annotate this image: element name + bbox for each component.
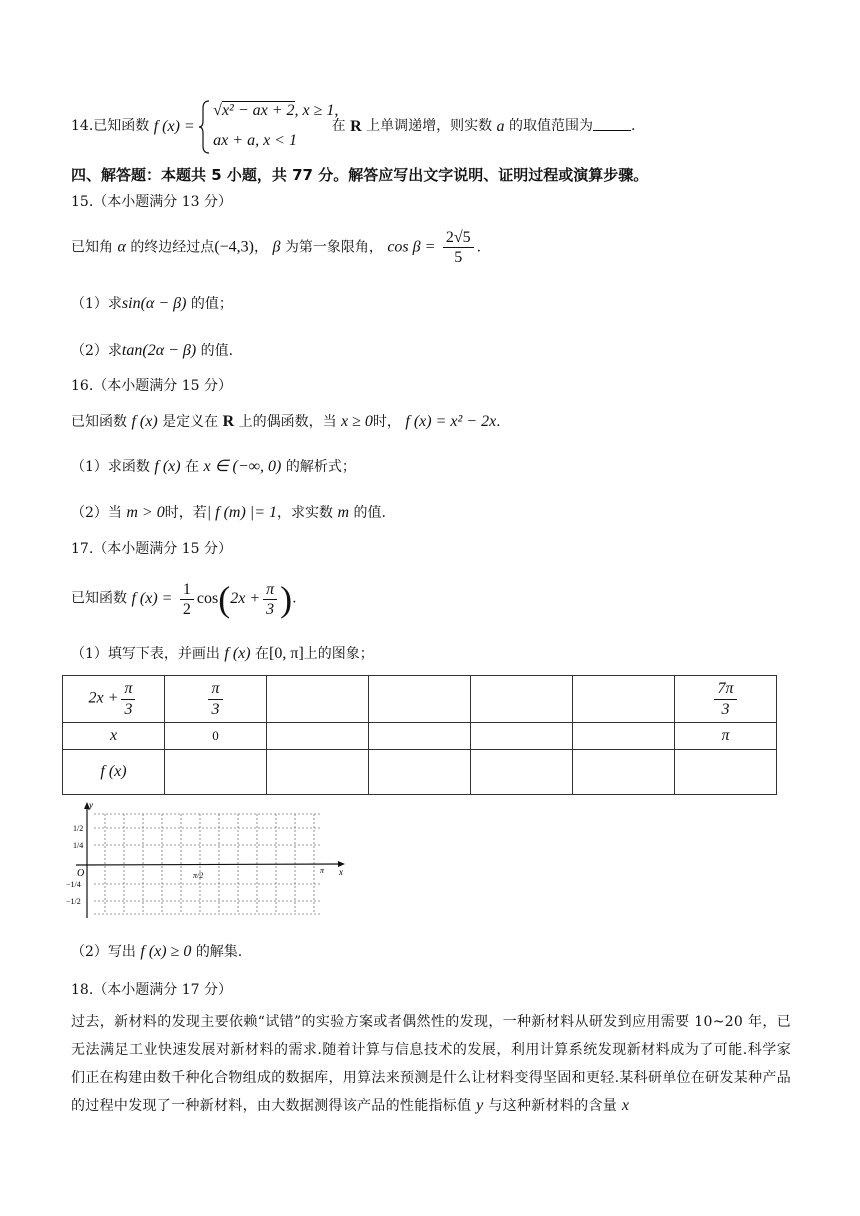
- y-tick-half: 1/2: [73, 824, 84, 833]
- q14-stem: 14.已知函数 f (x) = √x² − ax + 2, x ≥ 1, ax + a, x < 1 在 R 上单调递增，则实数 a 的取值范围为 .: [71, 100, 635, 154]
- row1-first-den: 3: [211, 700, 220, 718]
- q16-R: R: [222, 413, 235, 430]
- q14-suffix: 的取值范围为: [509, 118, 593, 135]
- q14-fx: f (x) =: [153, 117, 195, 135]
- y-tick-neg-half: −1/2: [66, 897, 81, 906]
- table-cell-blank[interactable]: [471, 676, 573, 723]
- q16-part1-pre: （1）求函数: [71, 459, 150, 475]
- table-cell-blank[interactable]: [573, 750, 675, 795]
- q16-stem-text2: 是定义在: [162, 414, 219, 430]
- q14-R: R: [350, 117, 362, 135]
- q15-stem-text1: 已知角: [71, 239, 113, 256]
- q17-header: 17.（本小题满分 15 分）: [71, 541, 232, 557]
- q17-half: [180, 580, 194, 619]
- q16-part1-dom: x ∈ (−∞, 0): [203, 458, 282, 475]
- q14-case1-cond: , x ≥ 1,: [294, 102, 339, 119]
- table-row: [63, 723, 777, 750]
- q16-part2-post: 的值.: [353, 505, 386, 521]
- q14-a: a: [496, 117, 505, 135]
- q17-pi-third: [263, 580, 277, 619]
- q17-part2-pre: （2）写出: [71, 944, 136, 960]
- q14-mid1: 在: [331, 118, 346, 135]
- q15-stem: [71, 228, 481, 267]
- row1-label-num: π: [121, 679, 135, 699]
- q14-piecewise: [199, 100, 339, 154]
- q18-header: 18.（本小题满分 17 分）: [71, 982, 232, 998]
- q18-paragraph: [71, 1008, 791, 1120]
- q16-stem-text4: 时，: [372, 414, 401, 430]
- q16-part2-abs: | f (m) |= 1: [206, 504, 277, 521]
- row1-first-num: π: [208, 679, 222, 699]
- table-cell-blank[interactable]: [267, 723, 369, 750]
- table-cell-blank[interactable]: [267, 750, 369, 795]
- q14-case1: √x² − ax + 2, x ≥ 1,: [213, 102, 339, 119]
- table-row: [63, 750, 777, 795]
- q15-stem-text2: 的终边经过点: [130, 239, 215, 256]
- q17-part2: [71, 941, 242, 963]
- table-cell-blank[interactable]: [471, 750, 573, 795]
- row1-label-pre: 2x +: [88, 690, 119, 707]
- table-cell-blank[interactable]: [369, 750, 471, 795]
- row1-last-den: 3: [721, 700, 730, 718]
- q15-part1: [71, 293, 233, 315]
- y-tick-neg-quarter: −1/4: [66, 880, 81, 889]
- brace-icon: [199, 100, 211, 154]
- q16-part1-post: 的解析式；: [285, 459, 356, 475]
- q15-part2: [71, 340, 233, 362]
- table-cell-label-fx: f (x): [63, 750, 165, 795]
- q16-part1: [71, 456, 356, 478]
- q17-graph-grid[interactable]: [62, 800, 362, 925]
- q15-fraction: [443, 228, 474, 267]
- q16-part2-mid1: 时，若: [164, 505, 207, 521]
- q17-cos: cos: [196, 590, 219, 607]
- table-cell-blank[interactable]: [675, 750, 777, 795]
- q16-stem: [71, 411, 501, 433]
- q15-part1-pre: （1）求: [71, 296, 122, 312]
- table-cell-blank[interactable]: [369, 723, 471, 750]
- q17-pi-den: 3: [266, 600, 275, 618]
- q15-point: (−4,3): [214, 238, 254, 256]
- row1-label-den: 3: [124, 700, 133, 718]
- q17-part1-post: 上的图象；: [303, 646, 374, 662]
- table-cell-blank[interactable]: [573, 676, 675, 723]
- y-axis-label: y: [89, 800, 93, 810]
- q16-stem-text3: 上的偶函数，当: [238, 414, 337, 430]
- q16-part2-mid2: ，求实数: [276, 505, 333, 521]
- q17-part1-int: [0, π]: [269, 645, 304, 662]
- table-cell-blank[interactable]: [267, 676, 369, 723]
- q17-value-table: [62, 675, 777, 795]
- q16-part2-cond: m > 0: [126, 504, 165, 521]
- x-tick-pi-half: π/2: [193, 871, 204, 880]
- q18-paragraph-end: 与这种新材料的含量: [488, 1098, 618, 1114]
- q16-period: .: [496, 414, 501, 430]
- q16-part2: [71, 502, 386, 524]
- q15-period: .: [476, 239, 482, 256]
- q15-fraction-den: 5: [454, 249, 463, 267]
- q14-case1-radicand: x² − ax + 2: [221, 102, 295, 119]
- q17-stem: 已知函数 f (x) = $\frac{1}{2}$ cos(2x + $\frac{\pi}{3}$ ).: [71, 579, 297, 619]
- table-cell-label-phase: [63, 676, 165, 723]
- row1-first-frac: [208, 679, 222, 718]
- q15-comma: ，: [254, 239, 268, 256]
- q17-part2-expr: f (x) ≥ 0: [140, 943, 192, 960]
- q16-expr: f (x) = x² − 2x: [405, 413, 497, 430]
- q15-part2-expr: tan(2α − β): [121, 342, 197, 359]
- q17-inner-pre: 2x +: [230, 590, 261, 607]
- q14-answer-blank[interactable]: [593, 116, 631, 131]
- q17-part2-post: 的解集.: [195, 944, 243, 960]
- q16-cond: x ≥ 0: [341, 413, 373, 430]
- q14-case2: ax + a, x < 1: [213, 132, 297, 149]
- q17-stem-text1: 已知函数: [71, 590, 127, 607]
- q16-header: 16.（本小题满分 15 分）: [71, 378, 232, 394]
- y-tick-quarter: 1/4: [73, 841, 84, 850]
- row1-last-num: 7π: [714, 679, 736, 699]
- table-cell-label-x: x: [63, 723, 165, 750]
- q16-part1-mid: 在: [185, 459, 200, 475]
- q16-part2-m: m: [337, 504, 349, 521]
- q18-x: x: [621, 1097, 630, 1114]
- x-tick-pi: π: [320, 866, 325, 875]
- q17-half-den: 2: [182, 600, 191, 618]
- q16-stem-text1: 已知函数: [71, 414, 127, 430]
- table-cell-blank[interactable]: [573, 723, 675, 750]
- origin-label: O: [77, 868, 85, 879]
- q18-paragraph-text: 过去，新材料的发现主要依赖“试错”的实验方案或者偶然性的发现，一种新材料从研发到应用需要 10~20 年，已无法满足工业快速发展对新材料的需求.随着计算与信息技术的发展，利用计算系统发现新材料成为了可能.科学家们正在构建由数千种化合物组成的数据库，用算法来预测是什么让材料变得坚固和更轻.某科研单位在研发某种产品的过程中发现了一种新材料，由大数据测得该产品的性能指标值: [71, 1014, 791, 1114]
- row1-label-frac: [121, 679, 135, 718]
- q15-beta: β: [272, 238, 281, 256]
- table-cell-x-first: 0: [165, 723, 267, 750]
- q15-part2-post: 的值.: [200, 343, 234, 359]
- table-cell-x-last: π: [675, 723, 777, 750]
- q17-part1-mid: 在: [255, 646, 270, 662]
- q16-fx: f (x): [131, 413, 158, 430]
- x-axis-label: x: [339, 867, 343, 877]
- row1-last-frac: [714, 679, 736, 718]
- q15-header: 15.（本小题满分 13 分）: [71, 194, 232, 210]
- table-cell-last: [675, 676, 777, 723]
- q17-part1-pre: （1）填写下表，并画出: [71, 646, 220, 662]
- q15-part2-pre: （2）求: [71, 343, 122, 359]
- q17-fx: f (x) =: [131, 590, 173, 607]
- section-4-title: 四、解答题：本题共 5 小题，共 77 分。解答应写出文字说明、证明过程或演算步骤。: [71, 166, 649, 184]
- q15-stem-text3: 为第一象限角，: [284, 239, 383, 256]
- q15-cos-beta: cos β =: [387, 238, 436, 256]
- x-axis: [76, 864, 342, 865]
- table-cell-blank[interactable]: [165, 750, 267, 795]
- table-cell-blank[interactable]: [471, 723, 573, 750]
- q16-part1-fx: f (x): [154, 458, 181, 475]
- table-row: [63, 676, 777, 723]
- q18-y: y: [476, 1097, 484, 1114]
- table-cell-blank[interactable]: [369, 676, 471, 723]
- q17-pi-num: π: [263, 580, 277, 600]
- q15-part1-post: 的值；: [190, 296, 233, 312]
- q17-part1-fx: f (x): [224, 645, 251, 662]
- q16-part2-pre: （2）当: [71, 505, 122, 521]
- q15-fraction-num: 2√5: [443, 228, 474, 248]
- q14-mid2: 上单调递增，则实数: [366, 118, 493, 135]
- q17-half-num: 1: [180, 580, 194, 600]
- q14-prefix: 14.已知函数: [71, 118, 150, 135]
- q17-part1: [71, 643, 374, 665]
- q17-period: .: [292, 590, 297, 607]
- q15-alpha: α: [117, 238, 126, 256]
- table-cell-first: [165, 676, 267, 723]
- q15-part1-expr: sin(α − β): [121, 295, 187, 312]
